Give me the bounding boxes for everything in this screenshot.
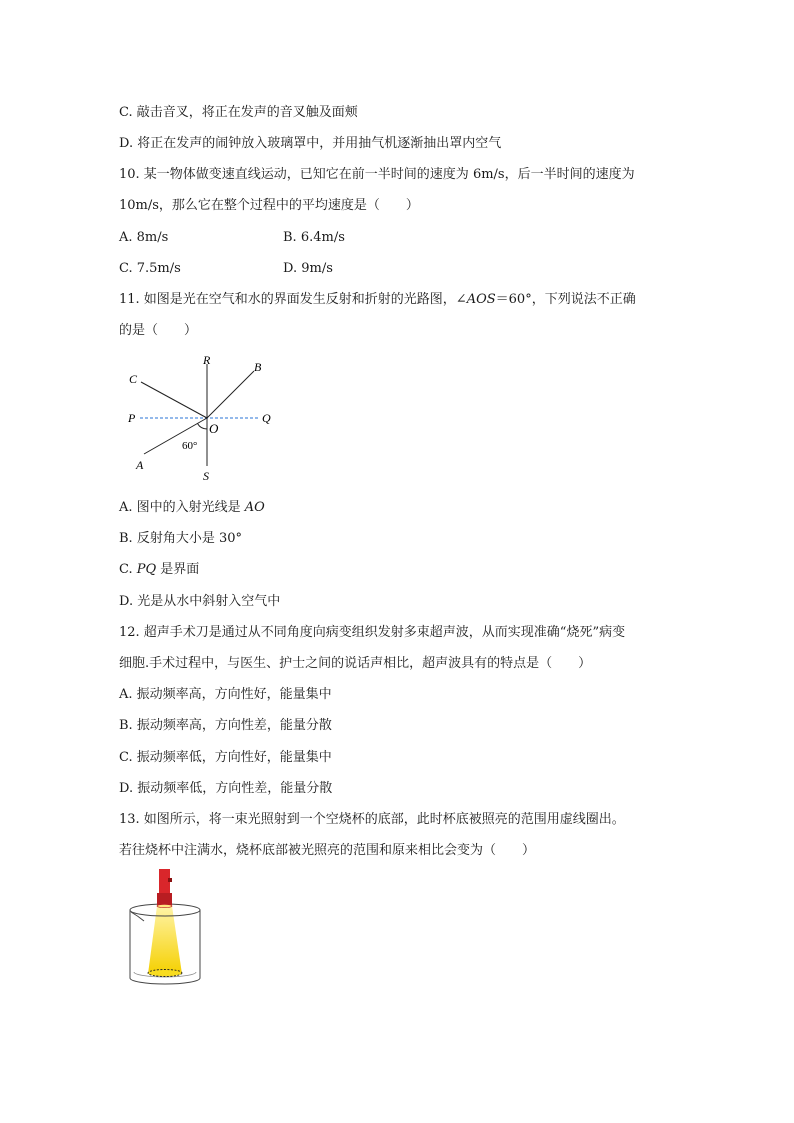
label-q: Q bbox=[262, 411, 271, 425]
flashlight-lens bbox=[157, 904, 172, 907]
q11-option-a bbox=[119, 499, 265, 517]
q12-option-a: A. 振动频率高，方向性好，能量集中 bbox=[119, 687, 332, 702]
q12-stem-line1: 12. 超声手术刀是通过从不同角度向病变组织发射多束超声波，从而实现准确“烧死”病变 bbox=[119, 625, 626, 640]
q10-option-b: B. 6.4m/s bbox=[283, 230, 345, 245]
label-s: S bbox=[203, 469, 209, 483]
q13-stem-line1: 13. 如图所示，将一束光照射到一个空烧杯的底部，此时杯底被照亮的范围用虚线圈出。 bbox=[119, 812, 625, 827]
q11-stem-line1 bbox=[119, 291, 636, 309]
label-a: A bbox=[136, 458, 144, 472]
q11-option-a-ray: AO bbox=[244, 500, 265, 515]
ray-ob bbox=[207, 371, 254, 418]
q10-option-d: D. 9m/s bbox=[283, 261, 333, 276]
q12-option-c: C. 振动频率低，方向性好，能量集中 bbox=[119, 750, 332, 765]
beaker-bottom bbox=[130, 978, 200, 984]
q9-option-d: D. 将正在发声的闹钟放入玻璃罩中，并用抽气机逐渐抽出罩内空气 bbox=[119, 136, 502, 151]
q12-option-b: B. 振动频率高，方向性差，能量分散 bbox=[119, 718, 332, 733]
q12-stem-line2: 细胞.手术过程中，与医生、护士之间的说话声相比，超声波具有的特点是（ ） bbox=[119, 656, 592, 671]
q11-stem-line2: 的是（ ） bbox=[119, 323, 198, 338]
flashlight-switch bbox=[168, 878, 172, 882]
q10-option-a: A. 8m/s bbox=[119, 230, 169, 245]
label-r: R bbox=[203, 353, 211, 367]
ray-oc bbox=[141, 382, 207, 418]
q13-beaker-flashlight-figure bbox=[122, 866, 212, 991]
q10-option-c: C. 7.5m/s bbox=[119, 261, 181, 276]
label-angle-60: 60° bbox=[182, 440, 198, 452]
q10-stem-line1: 10. 某一物体做变速直线运动，已知它在前一半时间的速度为 6m/s，后一半时间的速度为 bbox=[119, 167, 635, 182]
angle-arc-aos bbox=[198, 424, 208, 430]
q11-option-b: B. 反射角大小是 30° bbox=[119, 531, 242, 546]
flashlight-head bbox=[157, 893, 172, 906]
q9-option-c: C. 敲击音叉，将正在发声的音叉触及面颊 bbox=[119, 105, 358, 120]
q11-stem-post: ＝60°，下列说法不正确 bbox=[495, 292, 636, 307]
label-c: C bbox=[129, 372, 138, 386]
q12-option-d: D. 振动频率低，方向性差，能量分散 bbox=[119, 781, 333, 796]
q11-option-c-pq: PQ bbox=[136, 562, 157, 577]
q11-option-a-text: A. 图中的入射光线是 bbox=[119, 500, 245, 515]
label-b: B bbox=[254, 360, 262, 374]
q11-option-d: D. 光是从水中斜射入空气中 bbox=[119, 594, 281, 609]
q11-stem-angle: AOS bbox=[466, 292, 496, 307]
q11-option-c bbox=[119, 561, 199, 579]
q13-stem-line2: 若往烧杯中注满水，烧杯底部被光照亮的范围和原来相比会变为（ ） bbox=[119, 843, 536, 858]
label-o: O bbox=[209, 421, 219, 436]
q11-light-path-diagram bbox=[118, 348, 288, 488]
label-p: P bbox=[128, 411, 136, 425]
ray-oa bbox=[144, 418, 207, 454]
q10-stem-line2: 10m/s，那么它在整个过程中的平均速度是（ ） bbox=[119, 198, 419, 213]
q11-stem-pre: 11. 如图是光在空气和水的界面发生反射和折射的光路图，∠ bbox=[119, 292, 467, 307]
lit-area-outline bbox=[148, 970, 182, 977]
q11-option-c-pre: C. bbox=[119, 562, 137, 577]
q11-option-c-post: 是界面 bbox=[156, 562, 200, 577]
